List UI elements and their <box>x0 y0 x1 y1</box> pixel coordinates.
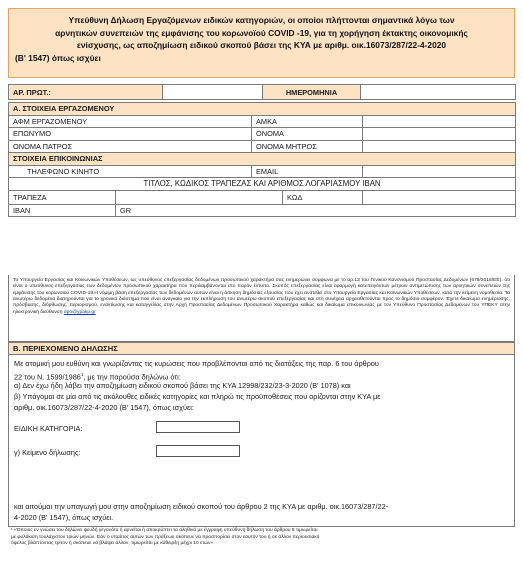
surname-label: ΕΠΩΝΥΜΟ <box>9 128 252 141</box>
mother-name-label: ΟΝΟΜΑ ΜΗΤΡΟΣ <box>252 140 363 153</box>
form-page <box>4 4 519 560</box>
bank-field[interactable] <box>116 190 283 204</box>
date-label: ΗΜΕΡΟΜΗΝΙΑ <box>263 85 361 100</box>
section-b-title: Β. ΠΕΡΙΕΧΟΜΕΝΟ ΔΗΛΩΣΗΣ <box>8 342 515 355</box>
declaration-item-a: α) Δεν έχω ήδη λάβει την αποζημίωση ειδικού σκοπού βάσει της ΚΥΑ 12998/232/23-3-2020 (Β' 1078) και <box>14 381 351 390</box>
iban-field[interactable]: GR <box>116 204 516 217</box>
date-field[interactable] <box>361 85 516 100</box>
protocol-table <box>8 84 516 100</box>
declaration-intro-end: , με την παρούσα δηλώνω ότι: <box>83 372 181 382</box>
title-line: (Β' 1547) όπως ισχύει <box>15 52 101 63</box>
protocol-field[interactable] <box>163 85 263 100</box>
form-title <box>8 8 515 78</box>
footnote-marker: 1 <box>80 372 84 377</box>
bank-code-label: ΚΩΔ <box>283 190 363 204</box>
footnote <box>8 528 515 548</box>
father-name-label: ΟΝΟΜΑ ΠΑΤΡΟΣ <box>9 140 252 153</box>
declaration-closing-cont: 4-2020 (Β' 1547), όπως ισχύει. <box>14 513 114 522</box>
mother-name-field[interactable] <box>363 140 516 153</box>
title-line: Υπεύθυνη Δήλωση Εργαζόμενων ειδικών κατηγοριών, οι οποίοι πλήττονται σημαντικά λόγω των <box>68 15 455 25</box>
afm-label: ΑΦΜ ΕΡΓΑΖΟΜΕΝΟΥ <box>9 115 252 128</box>
bank-code-field[interactable] <box>363 190 516 204</box>
special-category-field[interactable] <box>156 421 240 433</box>
amka-field[interactable] <box>363 115 516 128</box>
email-field[interactable] <box>363 165 516 178</box>
footnote-line: ¹ «Όποιος εν γνώσει του δηλώνει ψευδή γεγονότα ή αρνείται ή αποκρύπτει τα αληθινά με έγγραφη υπεύθυνη δήλωση του άρθρου 8 τιμωρείται <box>11 528 318 533</box>
privacy-notice <box>8 275 515 342</box>
declaration-item-b-cont: αριθμ. οικ.16073/287/22-4-2020 (Β' 1547), όπως ισχύει: <box>14 403 194 412</box>
title-line: αρνητικών συνεπειών της εμφάνισης του κορωνοϊού COVID -19, για τη χορήγηση έκτακτης οικονομικής <box>55 27 468 38</box>
iban-label: IBAN <box>9 204 116 217</box>
dpo-email-link[interactable]: dpo@ypakp.gr <box>63 309 96 315</box>
protocol-label: ΑΡ. ΠΡΩΤ.: <box>9 85 163 100</box>
footnote-line: με φυλάκιση τουλάχιστον τριών μηνών. Εάν ο υπαίτιος αυτών των πράξεων σκόπευε να προσπορίσει στον εαυτόν του ή σε άλλον περιουσιακό <box>11 534 320 540</box>
contact-section-title: ΣΤΟΙΧΕΙΑ ΕΠΙΚΟΙΝΩΝΙΑΣ <box>9 153 516 166</box>
mobile-label: ΤΗΛΕΦΩΝΟ ΚΙΝΗΤΟ <box>9 165 252 178</box>
declaration-closing: και αιτούμαι την υπαγωγή μου στην αποζημίωση ειδικού σκοπού του άρθρου 2 της ΚΥΑ με αριθμ. οικ.16073/287/22- <box>14 502 389 511</box>
bank-label: ΤΡΑΠΕΖΑ <box>9 190 116 204</box>
special-category-label: ΕΙΔΙΚΗ ΚΑΤΗΓΟΡΙΑ: <box>14 424 83 433</box>
bank-section-title: ΤΙΤΛΟΣ, ΚΩΔΙΚΟΣ ΤΡΑΠΕΖΑΣ ΚΑΙ ΑΡΙΘΜΟΣ ΛΟΓΑΡΙΑΣΜΟΥ IBAN <box>9 178 516 191</box>
law-reference: 22 του Ν. 1599/1986 <box>14 372 81 382</box>
employee-table <box>8 102 516 217</box>
name-label: ΟΝΟΜΑ <box>252 128 363 141</box>
declaration-intro: Με ατομική μου ευθύνη και γνωρίζοντας τις κυρώσεις που προβλέπονται από τις διατάξεις της παρ. 6 του άρθρου <box>14 359 379 368</box>
section-a-title: Α. ΣΤΟΙΧΕΙΑ ΕΡΓΑΖΟΜΕΝΟΥ <box>9 103 516 116</box>
name-field[interactable] <box>363 128 516 141</box>
email-label: EMAIL <box>252 165 363 178</box>
title-line: ενίσχυσης, ως αποζημίωση ειδικού σκοπού βάσει της ΚΥΑ με αριθμ. οικ.16073/287/22-4-2020 <box>76 40 447 50</box>
footnote-line: όφελος βλάπτοντας τρίτον ή σκόπευε να βλάψει άλλον, τιμωρείται με κάθειρξη μέχρι 10 ετών» <box>11 541 214 547</box>
declaration-text-label: γ) Κείμενο δήλωσης: <box>14 448 81 457</box>
declaration-body <box>8 355 515 527</box>
privacy-text: Το Υπουργείο Εργασίας και Κοινωνικών Υποθέσεων, ως υπεύθυνος επεξεργασίας δεδομένων προσωπικού χαρακτήρα σας ενημερώνει σύμφωνα με το αρ.13 του Γενικού Κανονισμού Προστασίας Δεδομένων (679/2016/ΕΕ), ότι είναι ο υπεύθυνος επεξεργασίας των δεδομένων προσωπικού χαρακτήρα που περιλαμβάνονται στο παρόν έντυπο. Σκοπός επεξεργασίας είναι εφαρμογή κατεπειγόντων μέτρων αντιμετώπισης των αρνητικών συνεπειών της εμφάνισης του κορωνοϊού COVID-19.Η νόμιμη βάση επεξεργασίας των δεδομένων αυτών είναι η άσκηση δημόσιας εξουσίας που έχει ανατεθεί στο Υπουργείο Εργασίας και Κοινωνικών Υποθέσεων, κατά την κείμενη νομοθεσία. Τα ανωτέρω δεδομένα διατηρούνται για το χρονικό διάστημα που είναι αναγκαίο για την εκπλήρωση του ανωτέρω σκοπού επεξεργασίας και στη συνέχεια αρχειοθετούνται προς το δημόσιο συμφέρον. Έχετε δικαίωμα ενημέρωσης, πρόσβασης, διόρθωσης, περιορισμού, εναντίωσης και καταγγελίας στην Αρχή Προστασίας Δεδομένων Προσωπικού Χαρακτήρα καθώς και δικαίωμα επικοινωνίας με τον Υπεύθυνο Προστασίας Δεδομένων του ΥΠΕΚΥ στην ηλεκτρονική διεύθυνση <box>13 278 510 315</box>
amka-label: ΑΜΚΑ <box>252 115 363 128</box>
declaration-text-field[interactable] <box>156 445 240 457</box>
declaration-item-b: β) Υπάγομαι σε μία από τις ακόλουθες ειδικές κατηγορίες και πληρώ τις προϋποθέσεις που ορίζονται στην ΚΥΑ με <box>14 392 381 401</box>
